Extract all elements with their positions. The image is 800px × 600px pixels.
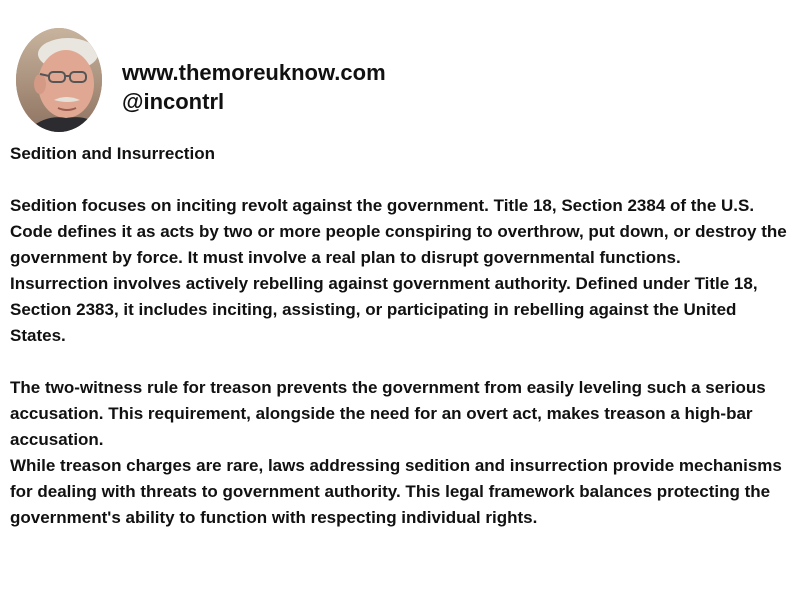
avatar bbox=[16, 28, 102, 132]
paragraph-sedition: Sedition focuses on inciting revolt against the government. Title 18, Section 2384 of the U.S. Code defines it as acts by two or more people conspiring to overthrow, put down, or destroy the government by force. It must involve a real plan to disrupt governmental functions. bbox=[10, 196, 787, 267]
avatar-portrait-icon bbox=[16, 28, 102, 132]
website-url: www.themoreuknow.com bbox=[122, 60, 386, 85]
paragraph-legal-framework: While treason charges are rare, laws addressing sedition and insurrection provide mechanisms for dealing with threats to government authority. This legal framework balances protecting the government's ability to function with respecting individual rights. bbox=[10, 456, 782, 527]
paragraph-insurrection: Insurrection involves actively rebelling against government authority. Defined under Title 18, Section 2383, it includes inciting, assisting, or participating in rebelling against the United States. bbox=[10, 274, 758, 345]
article-body bbox=[10, 141, 796, 531]
paragraph-two-witness-rule: The two-witness rule for treason prevents the government from easily leveling such a serious accusation. This requirement, alongside the need for an overt act, makes treason a high-bar accusation. bbox=[10, 378, 766, 449]
article-title: Sedition and Insurrection bbox=[10, 144, 215, 163]
author-info bbox=[122, 58, 386, 116]
social-handle: @incontrl bbox=[122, 89, 225, 114]
post-header bbox=[16, 28, 786, 136]
